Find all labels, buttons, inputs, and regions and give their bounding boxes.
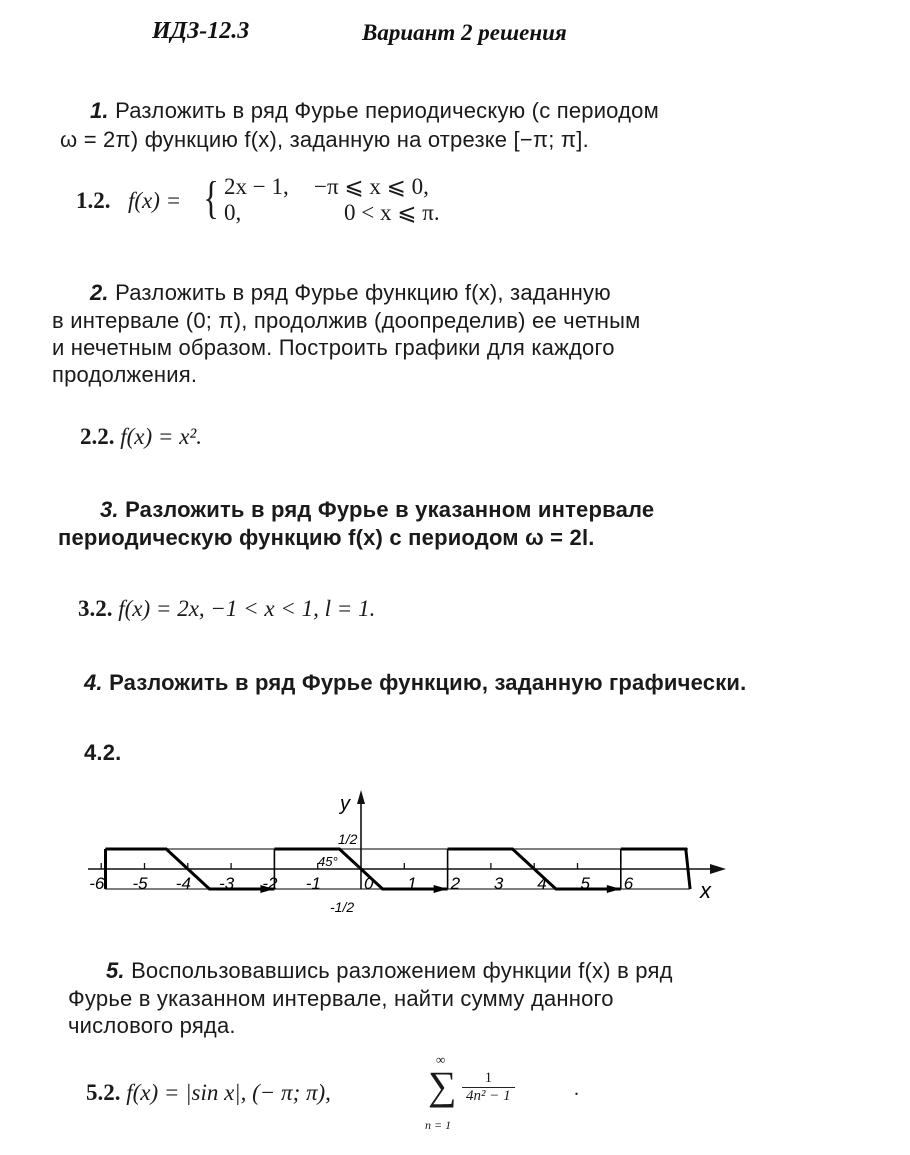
task-1-line-1 [90, 98, 659, 124]
task-1-line-2: ω = 2π) функцию f(x), заданную на отрезке [−π; π]. [60, 127, 589, 152]
task-4-line-1 [84, 670, 746, 696]
segment-arrow [434, 885, 448, 893]
task-1-2-label [76, 188, 111, 214]
function-graph [0, 780, 910, 930]
x-tick-label: 6 [623, 874, 634, 893]
sum-symbol: ∑ [428, 1063, 457, 1108]
variant-heading: Вариант 2 решения [362, 20, 567, 45]
task-2-line-2: в интервале (0; π), продолжив (доопределив) ее четным [52, 308, 641, 333]
task-number: 1. [90, 98, 109, 123]
x-tick-label: -3 [219, 874, 235, 893]
sum-fraction [462, 1070, 515, 1105]
fraction-numerator: 1 [462, 1070, 515, 1088]
sub-task-label: 2.2. [80, 424, 115, 449]
task-2-2 [80, 424, 202, 450]
sum-upper-limit: ∞ [436, 1052, 446, 1067]
segment-arrow [607, 885, 621, 893]
task-text: Разложить в ряд Фурье функцию f(x), заданную [115, 280, 611, 305]
x-tick-label: -5 [132, 874, 148, 893]
task-text: Разложить в ряд Фурье периодическую (с периодом [115, 98, 659, 123]
task-3-line-1 [100, 497, 654, 523]
sub-task-label: 3.2. [78, 596, 113, 621]
case-1-expr: 2x − 1, [224, 174, 289, 199]
task-3-2 [78, 596, 375, 622]
sub-task-label: 5.2. [86, 1080, 121, 1105]
x-tick-label: 0 [364, 874, 374, 893]
x-tick-label: -2 [262, 874, 278, 893]
formula: f(x) = |sin x|, (− π; π), [126, 1080, 331, 1105]
task-text: Разложить в ряд Фурье в указанном интервале [125, 497, 655, 522]
x-tick-label: 1 [407, 874, 417, 893]
x-tick-label: 5 [580, 874, 590, 893]
x-axis-label: x [700, 878, 711, 903]
task-text: Воспользовавшись разложением функции f(x) в ряд [131, 958, 673, 983]
task-5-line-3: числового ряда. [68, 1013, 236, 1038]
x-tick-label: 2 [450, 874, 461, 893]
x-tick-label: 4 [537, 874, 547, 893]
task-2-line-1 [90, 280, 611, 306]
x-tick-label: -4 [175, 874, 191, 893]
fraction-denominator: 4n² − 1 [466, 1088, 511, 1104]
task-4-2-label: 4.2. [84, 740, 122, 765]
document-title: ИДЗ-12.3 [152, 18, 250, 44]
x-tick-label: -6 [89, 874, 105, 893]
task-5-2 [86, 1080, 331, 1106]
x-tick-label: -1 [305, 874, 321, 893]
task-number: 3. [100, 497, 119, 522]
case-1-cond: −π ⩽ x ⩽ 0, [314, 174, 429, 199]
formula: f(x) = 2x, −1 < x < 1, l = 1. [118, 596, 376, 621]
task-number: 2. [90, 280, 109, 305]
sum-lower-limit: n = 1 [425, 1118, 452, 1132]
upper-level-label: 1/2 [338, 831, 358, 847]
y-axis-label: y [340, 793, 350, 815]
angle-label: 45° [318, 854, 338, 869]
x-axis-arrow [710, 864, 726, 874]
left-brace: { [203, 172, 219, 223]
task-1-2-lhs: f(x) = [128, 188, 182, 213]
sub-task-label: 1.2. [76, 188, 111, 213]
task-3-line-2: периодическую функцию f(x) с периодом ω = 2l. [58, 525, 595, 550]
graph-curve [106, 849, 691, 893]
y-axis-arrow [357, 790, 365, 804]
x-tick-label: 3 [493, 874, 504, 893]
formula: f(x) = x². [120, 424, 203, 449]
case-2-expr: 0, [224, 200, 242, 225]
task-text: Разложить в ряд Фурье функцию, заданную графически. [109, 670, 747, 695]
case-2-cond: 0 < x ⩽ π. [344, 200, 440, 225]
task-2-line-3: и нечетным образом. Построить графики для каждого [52, 335, 615, 360]
task-5-line-2: Фурье в указанном интервале, найти сумму данного [68, 986, 614, 1011]
task-2-line-4: продолжения. [52, 362, 198, 387]
task-number: 5. [106, 958, 125, 983]
task-5-line-1 [106, 958, 673, 984]
task-number: 4. [84, 670, 103, 695]
lower-level-label: -1/2 [330, 899, 355, 915]
formula-end: . [574, 1078, 579, 1100]
